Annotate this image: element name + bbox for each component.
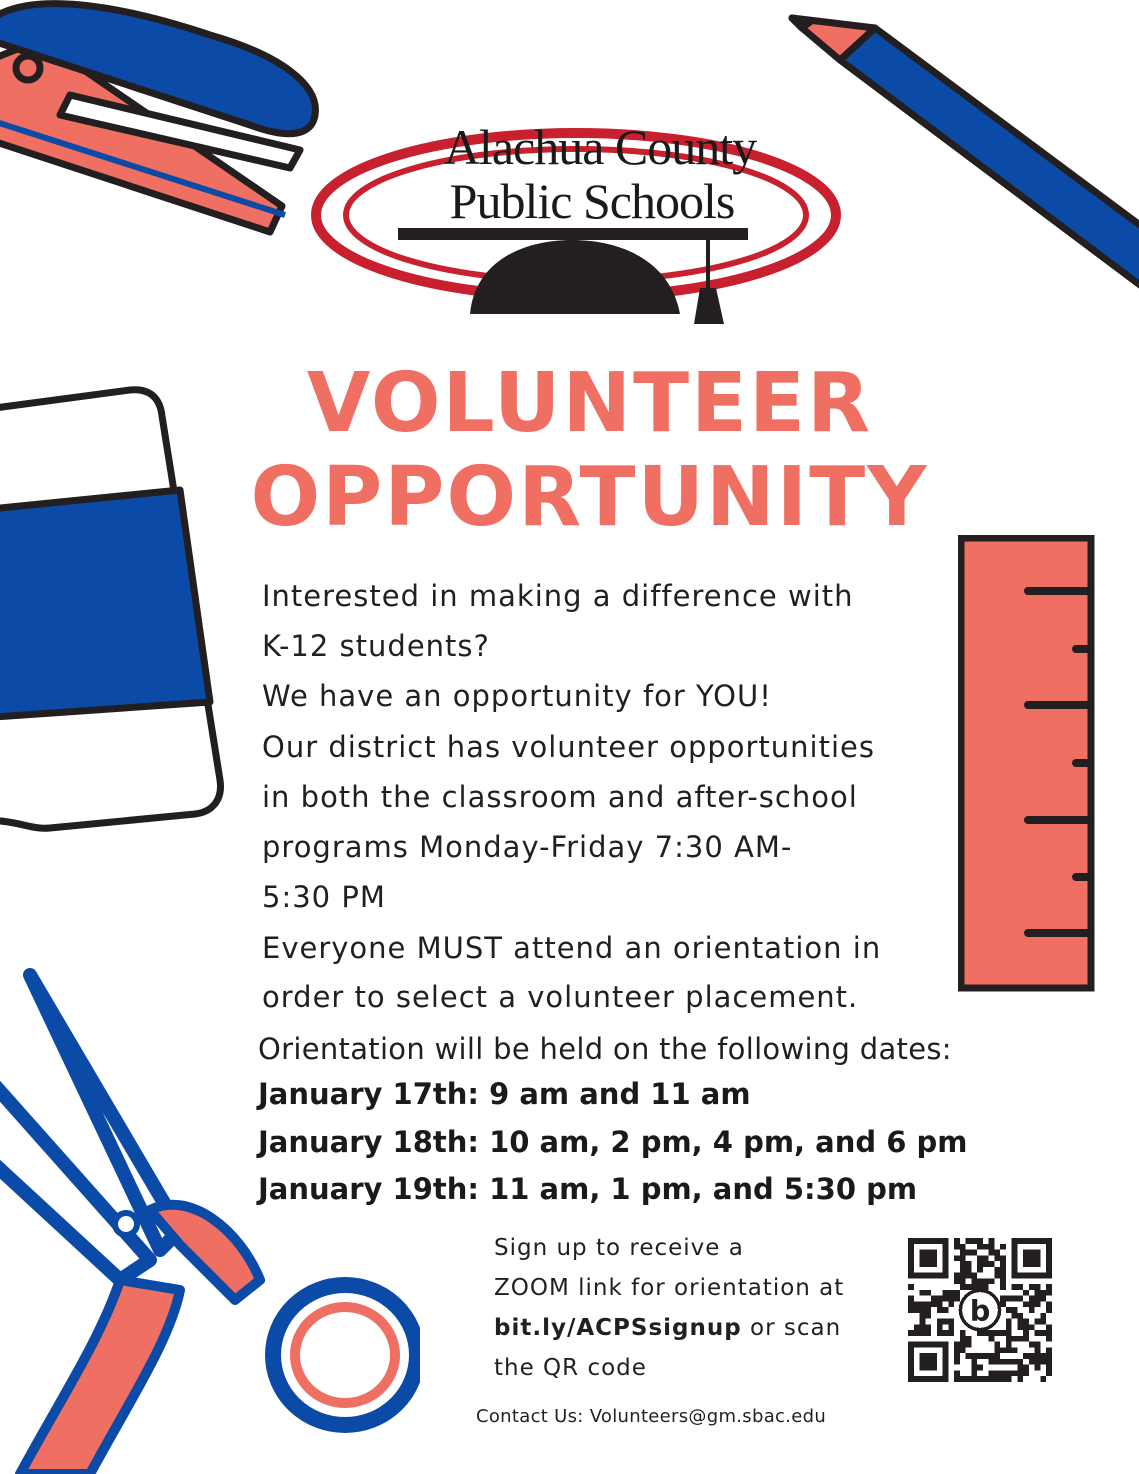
signup-line-4: the QR code <box>494 1355 647 1381</box>
signup-line-3 <box>494 1308 841 1348</box>
signup-line-2: ZOOM link for orientation at <box>494 1275 845 1301</box>
district-line-2: in both the classroom and after-school <box>262 780 858 814</box>
orientation-date: January 17th: 9 am and 11 am <box>258 1077 751 1111</box>
requirement-line-1: Everyone MUST attend an orientation in <box>262 931 882 965</box>
title-line-2: OPPORTUNITY <box>250 450 929 545</box>
requirement-line-2: order to select a volunteer placement. <box>262 980 859 1014</box>
qr-code-icon[interactable] <box>908 1238 1052 1382</box>
signup-line-3-rest: or scan <box>741 1315 842 1341</box>
contact-email[interactable]: Contact Us: Volunteers@gm.sbac.edu <box>476 1406 827 1427</box>
ruler-icon <box>958 535 1098 995</box>
signup-link[interactable]: bit.ly/ACPSsignup <box>494 1315 742 1341</box>
signup-line-1: Sign up to receive a <box>494 1235 744 1261</box>
orientation-intro: Orientation will be held on the following dates: <box>258 1032 952 1066</box>
logo-line-2: Public Schools <box>449 173 735 229</box>
title-line-1: VOLUNTEER <box>306 356 873 451</box>
district-line-3: programs Monday-Friday 7:30 AM- <box>262 830 793 864</box>
graduation-cap-icon <box>470 240 680 314</box>
district-line-4: 5:30 PM <box>262 880 386 914</box>
orientation-date: January 19th: 11 am, 1 pm, and 5:30 pm <box>258 1172 918 1206</box>
intro-line-1: Interested in making a difference with <box>262 579 854 613</box>
district-line-1: Our district has volunteer opportunities <box>262 730 875 764</box>
district-logo <box>300 110 860 340</box>
svg-text:b: b <box>969 1293 991 1328</box>
stapler-icon <box>0 0 330 250</box>
intro-line-2: K-12 students? <box>262 629 490 663</box>
opportunity-line: We have an opportunity for YOU! <box>262 679 772 713</box>
logo-line-1: Alachua County <box>443 119 757 175</box>
orientation-date: January 18th: 10 am, 2 pm, 4 pm, and 6 pm <box>258 1125 968 1159</box>
